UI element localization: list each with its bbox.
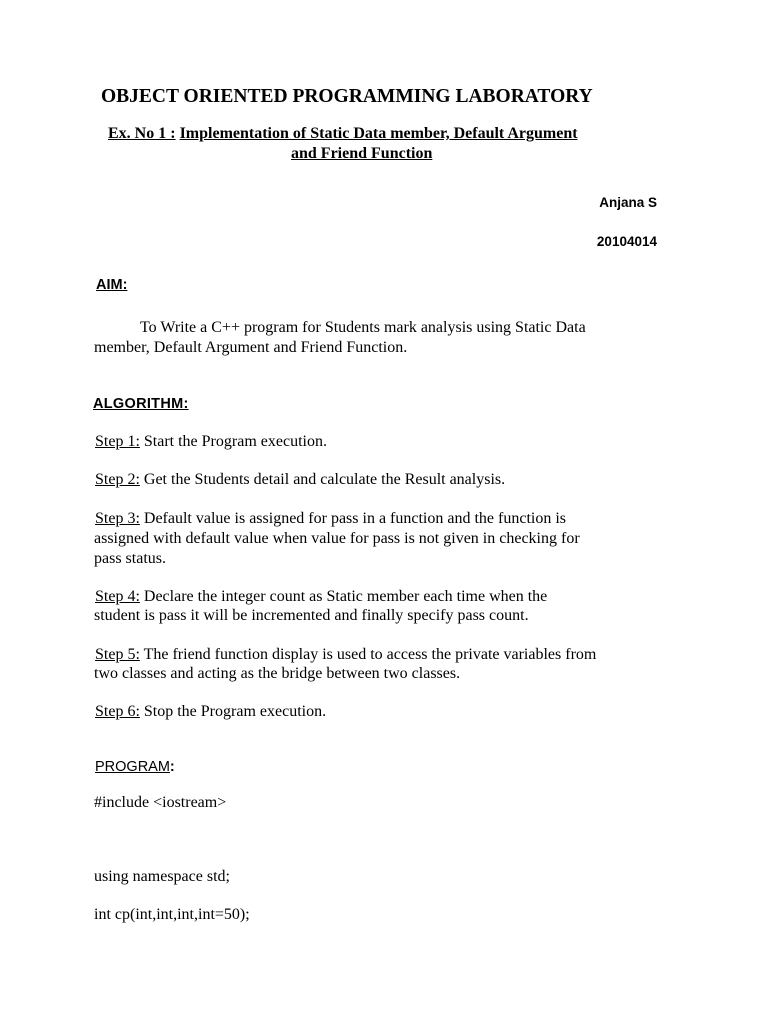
algorithm-step-5 xyxy=(95,645,596,665)
algorithm-step-6 xyxy=(95,702,326,722)
author-name: Anjana S xyxy=(599,195,657,210)
program-heading-colon: : xyxy=(169,759,175,775)
step-label: Step 3: xyxy=(95,510,140,527)
code-line: int cp(int,int,int,int=50); xyxy=(94,906,250,923)
step-text-continuation: assigned with default value when value for pass is not given in checking for xyxy=(94,530,580,547)
author-id: 20104014 xyxy=(596,234,657,249)
step-label: Step 1: xyxy=(95,433,140,450)
code-line: using namespace std; xyxy=(94,868,230,885)
step-label: Step 6: xyxy=(95,703,140,720)
document-title: OBJECT ORIENTED PROGRAMMING LABORATORY xyxy=(101,86,593,107)
step-text-continuation: student is pass it will be incremented and finally specify pass count. xyxy=(94,607,529,624)
step-text: The friend function display is used to access the private variables from xyxy=(139,646,597,663)
algorithm-heading: ALGORITHM: xyxy=(93,396,189,412)
aim-text-line-1: To Write a C++ program for Students mark analysis using Static Data xyxy=(140,319,586,336)
program-heading-label: PROGRAM xyxy=(95,759,170,775)
step-text-continuation: pass status. xyxy=(94,550,166,567)
algorithm-step-2 xyxy=(95,470,505,490)
exercise-number: Ex. No 1 : xyxy=(108,125,176,142)
step-text-continuation: two classes and acting as the bridge between two classes. xyxy=(94,665,461,682)
step-text: Declare the integer count as Static member each time when the xyxy=(139,588,548,605)
step-label: Step 4: xyxy=(95,588,140,605)
step-text: Get the Students detail and calculate the Result analysis. xyxy=(139,471,506,488)
exercise-title-line-1 xyxy=(108,125,578,143)
aim-heading: AIM: xyxy=(96,277,128,293)
algorithm-step-4 xyxy=(95,587,547,607)
algorithm-step-1 xyxy=(95,432,327,452)
algorithm-step-3 xyxy=(95,509,566,529)
aim-text-line-2: member, Default Argument and Friend Function. xyxy=(94,339,408,356)
step-text: Start the Program execution. xyxy=(139,433,327,450)
program-heading xyxy=(95,759,175,775)
exercise-title-part-1: Implementation of Static Data member, Default Argument xyxy=(179,125,578,142)
step-text: Default value is assigned for pass in a function and the function is xyxy=(139,510,567,527)
step-label: Step 5: xyxy=(95,646,140,663)
exercise-title-line-2: and Friend Function xyxy=(291,145,433,162)
step-text: Stop the Program execution. xyxy=(139,703,327,720)
code-line: #include <iostream> xyxy=(94,794,227,811)
step-label: Step 2: xyxy=(95,471,140,488)
